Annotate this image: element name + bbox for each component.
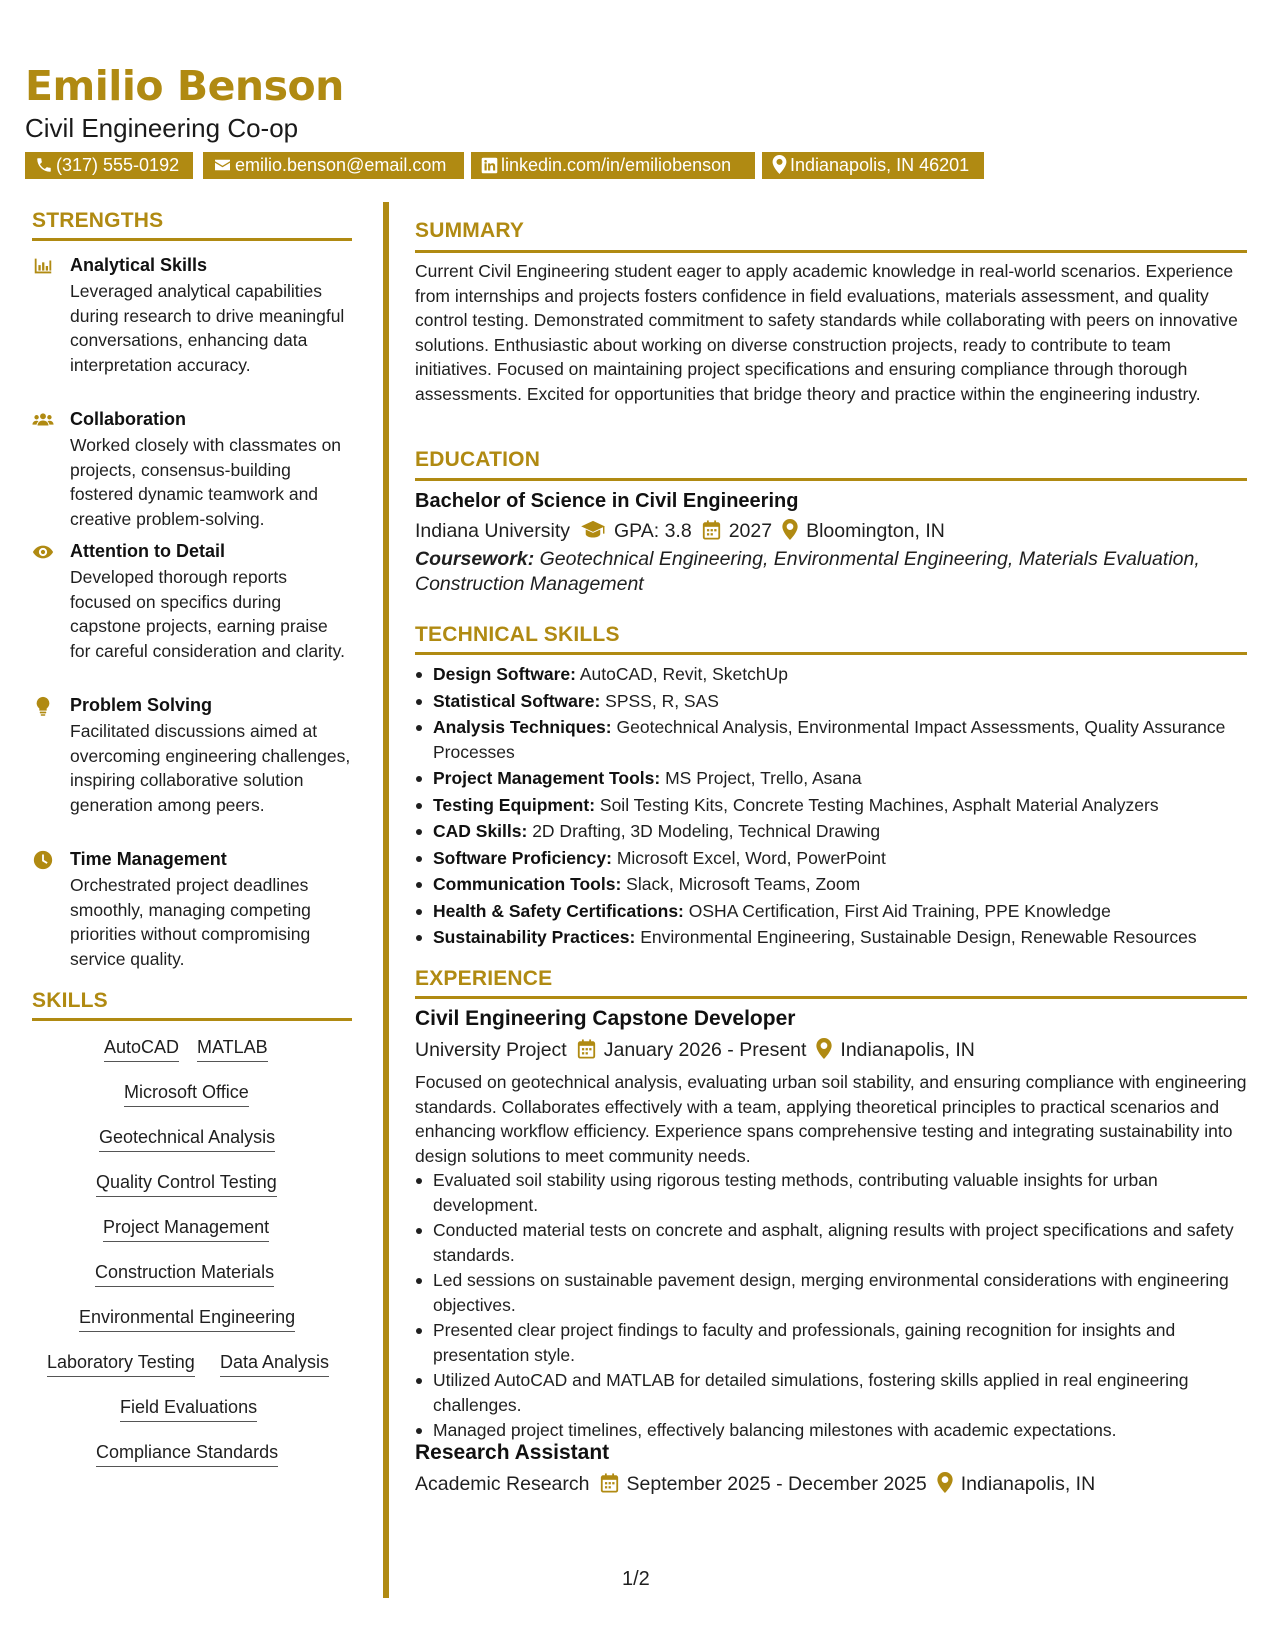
- job-meta: [415, 1470, 1247, 1498]
- grad-year: 2027: [728, 520, 773, 542]
- map-pin-icon: [772, 155, 787, 174]
- eye-icon: [32, 541, 54, 563]
- location-text: Indianapolis, IN 46201: [790, 155, 970, 175]
- job-location: Indianapolis, IN: [840, 1039, 975, 1061]
- list-item: Managed project timelines, effectively balancing milestones with academic expectations.: [433, 1418, 1247, 1443]
- job-title-headline: Civil Engineering Co-op: [25, 113, 299, 143]
- phone-text: (317) 555-0192: [56, 155, 180, 175]
- strength-title: Problem Solving: [70, 695, 213, 715]
- education-meta: [415, 517, 1247, 545]
- strength-desc: Worked closely with classmates on projects, consensus-building fostered dynamic teamwork and creative problem-solving.: [70, 435, 342, 529]
- skill-tag: Quality Control Testing: [96, 1170, 277, 1197]
- linkedin-text: linkedin.com/in/emiliobenson: [501, 155, 732, 175]
- skill-tag: Field Evaluations: [120, 1395, 257, 1422]
- job-title: Research Assistant: [415, 1441, 610, 1464]
- strength-title: Analytical Skills: [70, 255, 208, 275]
- technical-skills-heading: TECHNICAL SKILLS: [415, 623, 620, 646]
- phone-icon: [35, 156, 53, 174]
- job-org: University Project: [415, 1039, 567, 1061]
- map-pin-icon: [782, 519, 798, 540]
- calendar-icon: [577, 1039, 596, 1059]
- calendar-icon: [600, 1473, 619, 1493]
- strength-title: Attention to Detail: [70, 541, 225, 561]
- experience-heading: EXPERIENCE: [415, 967, 553, 990]
- job-title: Civil Engineering Capstone Developer: [415, 1007, 796, 1030]
- email-chip[interactable]: [203, 152, 464, 179]
- job-bullets: [415, 1168, 1247, 1444]
- job-dates: January 2026 - Present: [603, 1039, 807, 1061]
- technical-skills-rule: [415, 652, 1247, 655]
- list-item: Analysis Techniques: Geotechnical Analysis, Environmental Impact Assessments, Quality Assurance Processes: [433, 715, 1247, 764]
- job-description: Focused on geotechnical analysis, evaluating urban soil stability, and ensuring compliance with engineering standards. Collaborates effectively with a team, applying theoretical principles to practical scenarios and enhancing workflow efficiency. Experience spans comprehensive testing and integrating sustainability into design solutions to meet community needs.: [415, 1072, 1247, 1166]
- gpa-text: GPA: 3.8: [614, 520, 692, 542]
- job-meta: [415, 1036, 1247, 1064]
- education-heading: EDUCATION: [415, 448, 541, 471]
- email-icon: [213, 156, 232, 174]
- coursework: [415, 547, 1247, 596]
- graduation-cap-icon: [580, 520, 606, 540]
- education-rule: [415, 478, 1247, 481]
- list-item: CAD Skills: 2D Drafting, 3D Modeling, Technical Drawing: [433, 819, 1247, 844]
- skill-tag: Geotechnical Analysis: [99, 1125, 275, 1152]
- list-item: Utilized AutoCAD and MATLAB for detailed simulations, fostering skills applied in real engineering challenges.: [433, 1368, 1247, 1417]
- coursework-label: Coursework:: [415, 548, 535, 570]
- lightbulb-icon: [32, 695, 54, 717]
- list-item: Health & Safety Certifications: OSHA Certification, First Aid Training, PPE Knowledge: [433, 899, 1247, 924]
- skill-tag: Compliance Standards: [96, 1440, 278, 1467]
- calendar-icon: [702, 520, 721, 540]
- summary-heading: SUMMARY: [415, 219, 525, 242]
- list-item: Evaluated soil stability using rigorous testing methods, contributing valuable insights for urban development.: [433, 1168, 1247, 1217]
- strengths-heading: STRENGTHS: [32, 209, 164, 232]
- skill-tag: Microsoft Office: [124, 1080, 249, 1107]
- email-text: emilio.benson@email.com: [235, 155, 447, 175]
- column-divider: [383, 202, 389, 1598]
- strength-title: Collaboration: [70, 409, 186, 429]
- page-number: 1/2: [622, 1568, 650, 1590]
- skill-tag: Project Management: [103, 1215, 269, 1242]
- list-item: Sustainability Practices: Environmental Engineering, Sustainable Design, Renewable Resources: [433, 925, 1247, 950]
- skill-tag: Construction Materials: [95, 1260, 274, 1287]
- strength-desc: Facilitated discussions aimed at overcoming engineering challenges, inspiring collaborative solution generation among peers.: [70, 721, 351, 815]
- candidate-name: Emilio Benson: [25, 62, 344, 110]
- list-item: Project Management Tools: MS Project, Trello, Asana: [433, 766, 1247, 791]
- phone-chip[interactable]: [25, 152, 193, 179]
- skills-heading: SKILLS: [32, 989, 108, 1012]
- list-item: Led sessions on sustainable pavement design, merging environmental considerations with engineering objectives.: [433, 1268, 1247, 1317]
- map-pin-icon: [937, 1472, 953, 1493]
- job-location: Indianapolis, IN: [960, 1473, 1096, 1495]
- linkedin-icon: [481, 157, 498, 174]
- list-item: Design Software: AutoCAD, Revit, SketchUp: [433, 662, 1247, 687]
- list-item: Statistical Software: SPSS, R, SAS: [433, 689, 1247, 714]
- strength-desc: Orchestrated project deadlines smoothly, managing competing priorities without compromising service quality.: [70, 875, 311, 969]
- summary-rule: [415, 250, 1247, 253]
- linkedin-chip[interactable]: [471, 152, 755, 179]
- skill-tag: Laboratory Testing: [47, 1350, 195, 1377]
- clock-icon: [32, 849, 54, 871]
- list-item: Communication Tools: Slack, Microsoft Teams, Zoom: [433, 872, 1247, 897]
- skills-rule: [32, 1018, 352, 1021]
- map-pin-icon: [816, 1038, 832, 1059]
- list-item: Presented clear project findings to faculty and professionals, gaining recognition for insights and presentation style.: [433, 1318, 1247, 1367]
- strength-desc: Leveraged analytical capabilities during research to drive meaningful conversations, enhancing data interpretation accuracy.: [70, 281, 345, 375]
- job-dates: September 2025 - December 2025: [626, 1473, 927, 1495]
- strength-title: Time Management: [70, 849, 227, 869]
- coursework-list: Geotechnical Engineering, Environmental Engineering, Materials Evaluation, Construction Management: [415, 548, 1200, 595]
- skill-tag: Environmental Engineering: [79, 1305, 295, 1332]
- skill-tag: AutoCAD: [104, 1035, 179, 1062]
- technical-skills-list: [415, 662, 1247, 952]
- summary-text: Current Civil Engineering student eager to apply academic knowledge in real-world scenarios. Experience from internships and projects fosters confidence in field evaluations, materials assessment, and quality control testing. Demonstrated commitment to safety standards while collaborating with peers on innovative solutions. Enthusiastic about working on diverse construction projects, ready to contribute to team initiatives. Focused on maintaining project specifications and ensuring compliance through thorough assessments. Excited for opportunities that bridge theory and practice within the engineering industry.: [415, 261, 1238, 404]
- skill-tag: MATLAB: [197, 1035, 268, 1062]
- strengths-rule: [32, 238, 352, 241]
- degree-title: Bachelor of Science in Civil Engineering: [415, 490, 799, 512]
- list-item: Software Proficiency: Microsoft Excel, Word, PowerPoint: [433, 846, 1247, 871]
- strength-desc: Developed thorough reports focused on specifics during capstone projects, earning praise for careful consideration and clarity.: [70, 567, 345, 661]
- list-item: Testing Equipment: Soil Testing Kits, Concrete Testing Machines, Asphalt Material Analyzers: [433, 793, 1247, 818]
- skill-tag: Data Analysis: [220, 1350, 329, 1377]
- school-name: Indiana University: [415, 520, 570, 542]
- location-chip[interactable]: [762, 152, 984, 179]
- job-org: Academic Research: [415, 1473, 590, 1495]
- experience-rule: [415, 996, 1247, 999]
- list-item: Conducted material tests on concrete and asphalt, aligning results with project specifications and safety standards.: [433, 1218, 1247, 1267]
- school-location: Bloomington, IN: [806, 520, 945, 542]
- bar-chart-icon: [32, 255, 54, 277]
- users-icon: [32, 409, 54, 431]
